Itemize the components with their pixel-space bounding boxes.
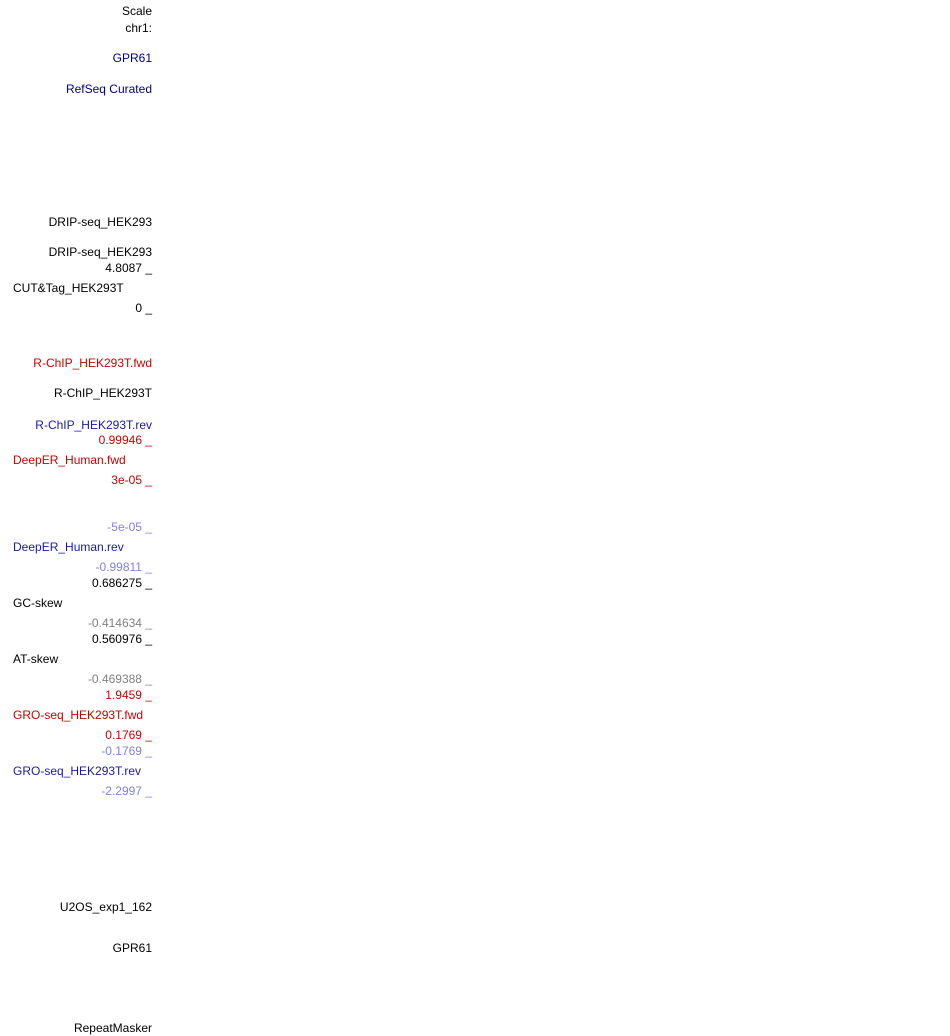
at-skew-axis-max: 0.560976 _ [91, 632, 152, 646]
chromosome-label: chr1: [125, 21, 152, 35]
gro-rev-axis-max: -0.1769 _ [101, 744, 152, 758]
track-label-rchip[interactable]: R-ChIP_HEK293T [53, 386, 152, 400]
track-label-gc-skew[interactable]: GC-skew [13, 596, 63, 610]
track-label-at-skew[interactable]: AT-skew [13, 652, 59, 666]
track-label-cuttag[interactable]: CUT&Tag_HEK293T [13, 281, 124, 295]
gc-skew-axis-max: 0.686275 _ [91, 576, 152, 590]
gc-skew-axis-min: -0.414634 _ [87, 616, 152, 630]
track-label-gro-seq-rev[interactable]: GRO-seq_HEK293T.rev [13, 764, 142, 778]
track-label-rchip-fwd[interactable]: R-ChIP_HEK293T.fwd [33, 356, 152, 370]
gene-label-gpr61-bottom[interactable]: GPR61 [112, 941, 152, 955]
deeper-rev-axis-min: -0.99811 _ [95, 560, 152, 574]
cuttag-axis-max: 4.8087 _ [105, 261, 152, 275]
gene-label-gpr61[interactable]: GPR61 [112, 51, 152, 65]
cuttag-axis-min: 0 _ [135, 301, 152, 315]
at-skew-axis-min: -0.469388 _ [87, 672, 152, 686]
track-label-gro-seq-fwd[interactable]: GRO-seq_HEK293T.fwd [13, 708, 144, 722]
deeper-fwd-axis-min: 3e-05 _ [111, 473, 152, 487]
track-label-repeatmasker[interactable]: RepeatMasker [73, 1021, 152, 1035]
gro-rev-axis-min: -2.2997 _ [101, 784, 152, 798]
track-label-drip-seq-2[interactable]: DRIP-seq_HEK293 [48, 245, 152, 259]
scale-label: Scale [121, 4, 152, 18]
gro-fwd-axis-min: 0.1769 _ [105, 728, 152, 742]
track-label-rchip-rev[interactable]: R-ChIP_HEK293T.rev [35, 418, 152, 432]
track-label-refseq-curated[interactable]: RefSeq Curated [65, 82, 152, 96]
track-label-deeper-rev[interactable]: DeepER_Human.rev [13, 540, 124, 554]
track-label-u2os-exp1[interactable]: U2OS_exp1_162 [59, 900, 152, 914]
track-label-deeper-fwd[interactable]: DeepER_Human.fwd [13, 453, 126, 467]
deeper-fwd-axis-max: 0.99946 _ [98, 433, 152, 447]
deeper-rev-axis-max: -5e-05 _ [107, 520, 152, 534]
track-label-drip-seq-1[interactable]: DRIP-seq_HEK293 [48, 215, 152, 229]
gro-fwd-axis-max: 1.9459 _ [105, 688, 152, 702]
